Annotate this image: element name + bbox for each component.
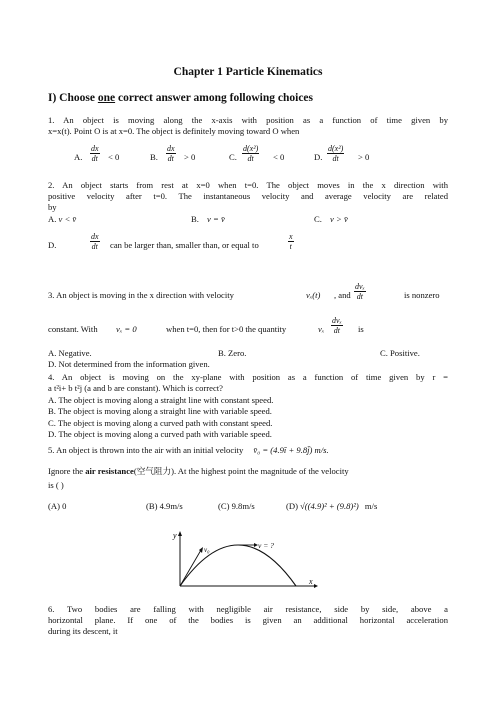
q5-option-a: (A) 0 — [48, 501, 67, 511]
fraction: dvₓ dt — [332, 316, 342, 335]
q5-option-c: (C) 9.8m/s — [218, 501, 255, 511]
fraction: $\frac{dx}{dt}$ — [91, 232, 99, 251]
q2-option-a: A. v < v̄ — [48, 214, 77, 224]
fraction: $\frac{\text{d(x²)}}{dt}$ — [328, 144, 344, 163]
v0-vector — [180, 550, 201, 586]
fraction: $\frac{dx}{dt}$ — [91, 144, 99, 163]
q5-line-1: 5. An object is thrown into the air with an initial velocity v̄₀ = (4.9ī + 9.8j̄) m/s. — [48, 445, 329, 455]
q4-option-c: C. The object is moving along a curved path with constant speed. — [48, 418, 273, 428]
trajectory-figure — [170, 528, 320, 590]
q1-line-2: x=x(t). Point O is at x=0. The object is definitely moving toward O when — [48, 126, 300, 136]
document-page: Chapter 1 Particle Kinematics I) Choose one correct answer among following choices 1. An object is moving along the x-axis with position as a function of time given by x=x(t). Point O is at x=0. The object is definitely moving toward O when A. $\frac{dx}{dt}$ < 0 B. $\frac{dx}{dt}$ > 0 C. $\frac{\text{d(x²)}}{dt}$ < 0 D. $\frac{\text{d(x²)}}{dt}$ > 0 2. An object starts from rest at x=0 when t=0. The object moves in the x direction with positive velocity after t=0. The instantaneous velocity and average velocity are related by A. v < v̄ B. v = v̄ C. v > v̄ D. $\frac{dx}{dt}$ can be larger than, smaller than, or equal to $\frac{x}{t}$ 3. An object is moving in the x direction with velocity vₓ(t) , and dvₓ dt is nonzero constant. With vₓ = 0 when t=0, then for t>0 the quantity vₓ dvₓ dt is A. Negative. B. Zero. C. Positive. D. Not determined from the information given. 4. An object is moving on the xy-plane with position as a function of time given by r = a t²i+ b t²j (a and b are constant). Which is correct? A. The object is moving along a straight line with constant speed. B. The object is moving along a straight line with variable speed. C. The object is moving along a curved path with constant speed. D. The object is moving along a curved path with variable speed. 5. An object is thrown into the air with an initial velocity v̄₀ = (4.9ī + 9.8j̄) m/s. Ignore the air resistance(空气阻力). At the highest point the magnitude of the velocity is ( ) (A) 0 (B) 4.9m/s (C) 9.8m/s (D) √((4.9)² + (9.8)²) m/s y x v₀ v = ? 6. Two bodies are falling with negligible air resistance, side by side, above a horizontal plane. If one of the bodies is given an additional horizontal acceleration during its descent, it — [0, 0, 496, 702]
q3-option-c: C. Positive. — [380, 348, 420, 358]
v-label: v = ? — [258, 541, 274, 550]
q5-option-d: (D) √((4.9)² + (9.8)²) m/s — [286, 501, 378, 511]
q3-option-b: B. Zero. — [218, 348, 247, 358]
fraction: $\frac{dx}{dt}$ — [167, 144, 175, 163]
fraction: $\frac{\text{d(x²)}}{dt}$ — [243, 144, 259, 163]
q4-line-2: a t²i+ b t²j (a and b are constant). Which is correct? — [48, 383, 223, 393]
q5-line-3: is ( ) — [48, 480, 64, 490]
y-axis-arrow-icon — [178, 531, 182, 536]
x-axis-label: x — [309, 577, 313, 586]
q3-option-d: D. Not determined from the information given. — [48, 359, 210, 369]
v0-label: v₀ — [204, 546, 210, 554]
q4-line-1: 4. An object is moving on the xy-plane with position as a function of time given by r = — [48, 372, 448, 382]
q5-line-2: Ignore the air resistance(空气阻力). At the highest point the magnitude of the velocity — [48, 466, 349, 476]
q2-line-3: by — [48, 202, 57, 212]
q1-line-1: 1. An object is moving along the x-axis with position as a function of time given by — [48, 115, 448, 125]
page-title: Chapter 1 Particle Kinematics — [173, 66, 323, 78]
y-axis-label: y — [173, 531, 177, 540]
underlined-word: one — [97, 92, 116, 104]
q6-line-3: during its descent, it — [48, 626, 118, 636]
q2-option-b: B. v = v̄ — [191, 214, 225, 224]
q4-option-b: B. The object is moving along a straight line with variable speed. — [48, 406, 272, 416]
q2-line-1: 2. An object starts from rest at x=0 when t=0. The object moves in the x direction with — [48, 180, 448, 190]
q2-option-c: C. v > v̄ — [314, 214, 348, 224]
fraction: dvₓ dt — [355, 282, 365, 301]
x-axis-arrow-icon — [314, 584, 318, 588]
q6-line-2: horizontal plane. If one of the bodies is given an additional horizontal acceleration — [48, 615, 448, 625]
q5-option-b: (B) 4.9m/s — [146, 501, 183, 511]
q4-option-a: A. The object is moving along a straight line with constant speed. — [48, 395, 274, 405]
section-heading: I) Choose one correct answer among following choices — [48, 92, 314, 104]
q4-option-d: D. The object is moving along a curved path with variable speed. — [48, 429, 272, 439]
fraction: $\frac{x}{t}$ — [289, 232, 293, 251]
q2-line-2: positive velocity after t=0. The instantaneous velocity and average velocity are related — [48, 191, 448, 201]
q6-line-1: 6. Two bodies are falling with negligible air resistance, side by side, above a — [48, 604, 448, 614]
q3-option-a: A. Negative. — [48, 348, 92, 358]
trajectory-curve — [180, 545, 296, 586]
